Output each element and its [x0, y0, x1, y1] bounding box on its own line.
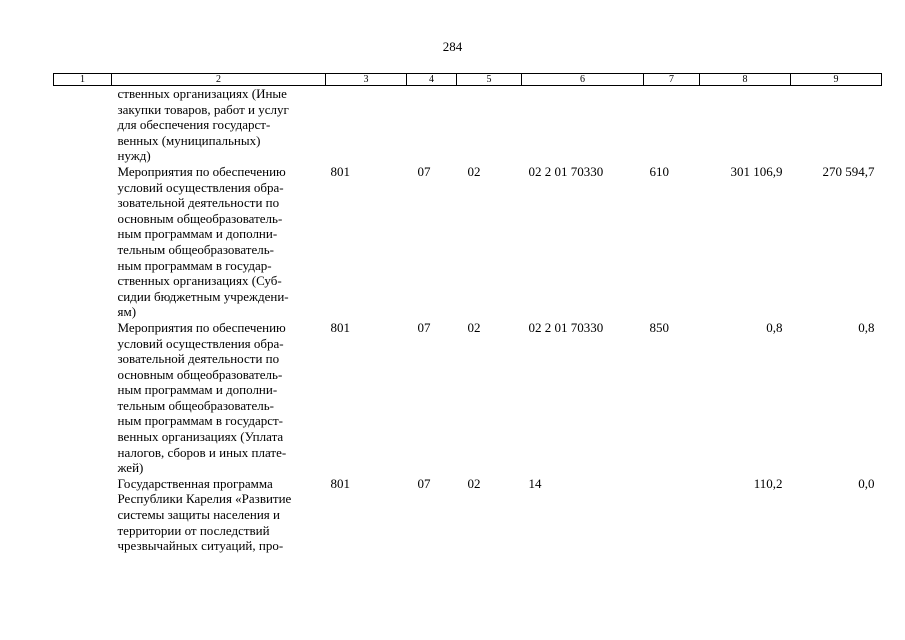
- column-number: 2: [112, 74, 326, 86]
- table-row: [54, 86, 882, 164]
- ministry-code-cell: [326, 86, 407, 164]
- column-number: 9: [791, 74, 882, 86]
- expense-type-cell: 850: [649, 319, 669, 335]
- expense-name-line: ственных организациях (Иные: [117, 86, 287, 101]
- column-number: 7: [644, 74, 700, 86]
- expense-name-line: ным программам и дополни-: [117, 382, 278, 398]
- amount-cell: 301 106,9: [730, 163, 783, 179]
- amount-cell: 0,8: [858, 319, 875, 335]
- expense-name-line: ным программам в государ-: [117, 257, 272, 273]
- expense-name-line: Мероприятия по обеспечению: [117, 319, 286, 335]
- expense-name-line: сидии бюджетным учреждени-: [117, 288, 289, 304]
- ministry-code-cell: 801: [330, 319, 350, 335]
- expense-name-line: тельным общеобразователь-: [117, 397, 274, 413]
- expense-name-cell: [112, 476, 326, 554]
- subsection-cell: [457, 86, 522, 164]
- expense-name-line: налогов, сборов и иных плате-: [117, 444, 287, 460]
- row-index-cell: [54, 320, 112, 476]
- row-index-cell: [54, 476, 112, 554]
- expense-name-line: ным программам в государст-: [117, 413, 284, 429]
- expense-name-line: ным программам и дополни-: [117, 226, 278, 242]
- expense-name-line: ям): [117, 304, 137, 320]
- table-header: [54, 74, 882, 86]
- expense-name-line: Республики Карелия «Развитие: [117, 491, 292, 507]
- table-body: [54, 86, 882, 554]
- amount-cell: 270 594,7: [822, 163, 875, 179]
- amount-cell: [791, 86, 882, 164]
- expense-name-line: венных (муниципальных): [117, 132, 261, 148]
- row-index-cell: [54, 86, 112, 164]
- expense-name-line: венных организациях (Уплата: [117, 429, 284, 445]
- section-cell: 07: [417, 163, 431, 179]
- expense-type-cell: [644, 476, 700, 554]
- target-article-cell: 14: [528, 475, 542, 491]
- expense-name-line: чрезвычайных ситуаций, про-: [117, 538, 284, 554]
- budget-table: [53, 73, 882, 554]
- section-cell: 07: [417, 475, 431, 491]
- expense-name-line: для обеспечения государст-: [117, 117, 271, 133]
- expense-name-line: Государственная программа: [117, 475, 273, 491]
- column-number: 4: [407, 74, 457, 86]
- subsection-cell: 02: [467, 163, 481, 179]
- expense-name-line: зовательной деятельности по: [117, 195, 280, 211]
- amount-cell: 110,2: [753, 475, 783, 491]
- expense-name-line: ственных организациях (Суб-: [117, 273, 282, 289]
- table-row: [54, 320, 882, 476]
- target-article-cell: 02 2 01 70330: [528, 319, 604, 335]
- expense-name-line: системы защиты населения и: [117, 507, 280, 523]
- column-number: 1: [54, 74, 112, 86]
- subsection-cell: 02: [467, 319, 481, 335]
- target-article-cell: 02 2 01 70330: [528, 163, 604, 179]
- ministry-code-cell: 801: [330, 163, 350, 179]
- expense-name-line: зовательной деятельности по: [117, 351, 280, 367]
- column-number: 5: [457, 74, 522, 86]
- row-index-cell: [54, 164, 112, 320]
- expense-name-line: нужд): [117, 148, 151, 164]
- amount-cell: 0,0: [858, 475, 875, 491]
- column-number: 8: [700, 74, 791, 86]
- page-number: 284: [442, 39, 463, 54]
- expense-name-line: Мероприятия по обеспечению: [117, 163, 286, 179]
- subsection-cell: 02: [467, 475, 481, 491]
- expense-name-cell: [112, 164, 326, 320]
- amount-cell: [700, 86, 791, 164]
- expense-name-line: закупки товаров, работ и услуг: [117, 101, 289, 117]
- amount-cell: 0,8: [766, 319, 783, 335]
- expense-name-cell: [112, 86, 326, 164]
- column-number: 3: [326, 74, 407, 86]
- ministry-code-cell: 801: [330, 475, 350, 491]
- expense-name-cell: [112, 320, 326, 476]
- column-number: 6: [522, 74, 644, 86]
- column-number-row: [54, 74, 882, 86]
- expense-type-cell: [644, 86, 700, 164]
- table-row: [54, 476, 882, 554]
- table-row: [54, 164, 882, 320]
- expense-name-line: основным общеобразователь-: [117, 210, 283, 226]
- expense-name-line: тельным общеобразователь-: [117, 241, 274, 257]
- target-article-cell: [522, 86, 644, 164]
- expense-name-line: условий осуществления обра-: [117, 179, 284, 195]
- expense-name-line: жей): [117, 460, 144, 476]
- expense-name-line: территории от последствий: [117, 522, 270, 538]
- section-cell: 07: [417, 319, 431, 335]
- section-cell: [407, 86, 457, 164]
- expense-type-cell: 610: [649, 163, 669, 179]
- expense-name-line: основным общеобразователь-: [117, 366, 283, 382]
- expense-name-line: условий осуществления обра-: [117, 335, 284, 351]
